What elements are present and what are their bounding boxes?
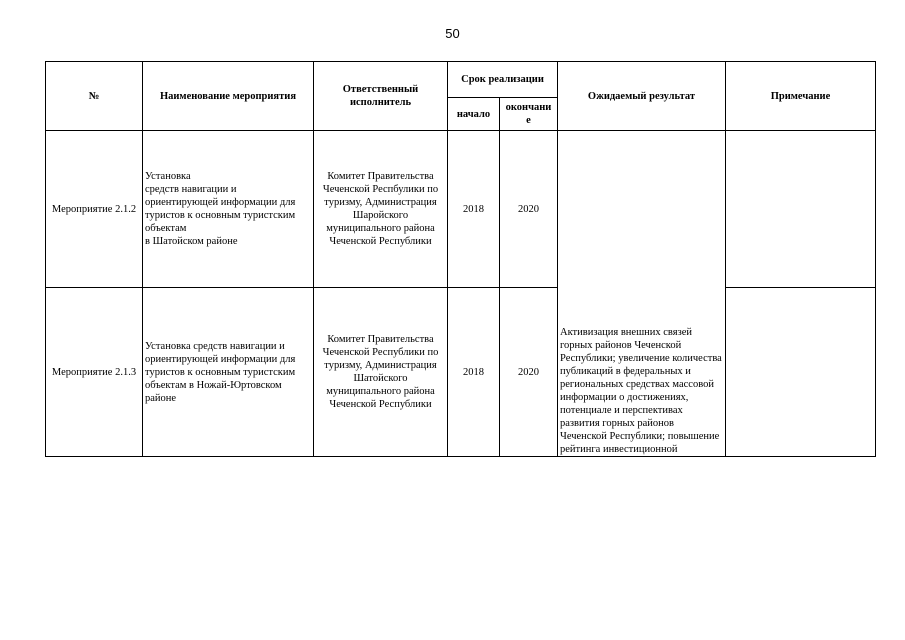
- expected-result: Активизация внешних связей горных районов Чеченской Республики; увеличение количества публикаций в федеральных и региональных средствах массовой информации о достижениях, потенциале и перспективах развития горных районов Чеченской Республики; повышение рейтинга инвестиционной: [560, 327, 722, 455]
- table-row: [46, 131, 876, 288]
- row-executor: Комитет Правительства Чеченской Респбулики по туризму, Администрация Шаройского муниципального района Чеченской Республики: [314, 131, 448, 288]
- header-end: окончани е: [500, 98, 558, 131]
- row-start: 2018: [448, 131, 500, 288]
- row-note: [726, 131, 876, 288]
- row-executor: Комитет Правительства Чеченской Республики по туризму, Администрация Шатойского муниципального района Чеченской Республики: [314, 288, 448, 457]
- row-name: Установка средств навигации и ориентирующей информации для туристов к основным туристским объектам в Ножай-Юртовском районе: [143, 288, 314, 457]
- row-name: Установка средств навигации и ориентирующей информации для туристов к основным туристским объектам в Шатойском районе: [143, 131, 314, 288]
- header-result: Ожидаемый результат: [558, 62, 726, 131]
- row-start: 2018: [448, 288, 500, 457]
- row-end: 2020: [500, 131, 558, 288]
- row-number: Мероприятие 2.1.3: [46, 288, 143, 457]
- header-period: Срок реализации: [448, 62, 558, 98]
- shared-result-cell: [558, 131, 726, 457]
- row-end: 2020: [500, 288, 558, 457]
- header-start: начало: [448, 98, 500, 131]
- header-executor: Ответственный исполнитель: [314, 62, 448, 131]
- row-number: Мероприятие 2.1.2: [46, 131, 143, 288]
- activities-table: [45, 61, 876, 457]
- header-row: [46, 62, 876, 98]
- header-name: Наименование мероприятия: [143, 62, 314, 131]
- header-number: №: [46, 62, 143, 131]
- header-note: Примечание: [726, 62, 876, 131]
- row-note: [726, 288, 876, 457]
- table-row: [46, 288, 876, 457]
- page-number: 50: [445, 26, 460, 41]
